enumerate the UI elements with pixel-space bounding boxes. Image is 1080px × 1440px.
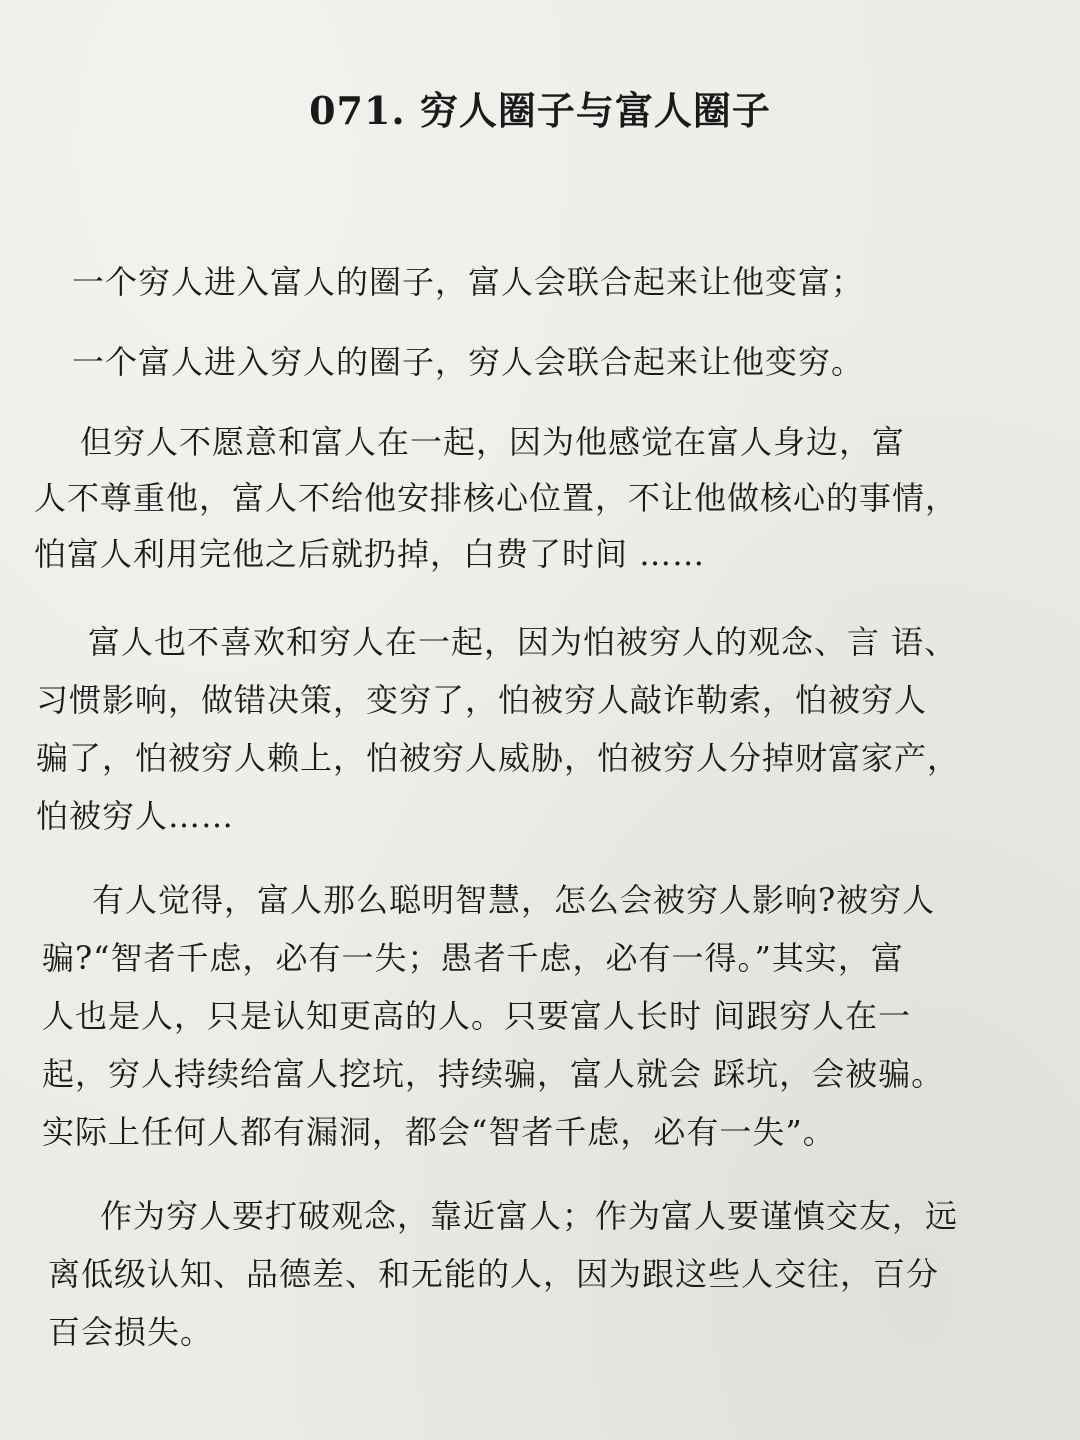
paragraph-6-line-1: 作为穷人要打破观念，靠近富人；作为富人要谨慎交友，远 bbox=[100, 1197, 959, 1235]
paragraph-4-line-3: 骗了，怕被穷人赖上，怕被穷人威胁，怕被穷人分掉财富家产， bbox=[36, 739, 961, 777]
paragraph-5-line-1: 有人觉得，富人那么聪明智慧，怎么会被穷人影响?被穷人 bbox=[92, 881, 936, 919]
paragraph-3-line-3: 怕富人利用完他之后就扔掉，白费了时间 …… bbox=[34, 535, 706, 573]
paragraph-5-line-2: 骗?“智者千虑，必有一失；愚者千虑，必有一得。”其实，富 bbox=[42, 939, 904, 977]
paragraph-4-line-1: 富人也不喜欢和穷人在一起，因为怕被穷人的观念、言 语、 bbox=[88, 623, 958, 661]
paragraph-6-line-2: 离低级认知、品德差、和无能的人，因为跟这些人交往，百分 bbox=[48, 1255, 940, 1293]
paragraph-5-line-3: 人也是人，只是认知更高的人。只要富人长时 间跟穷人在一 bbox=[42, 997, 912, 1035]
paragraph-1-line-1: 一个穷人进入富人的圈子，富人会联合起来让他变富； bbox=[72, 263, 865, 301]
paragraph-5-line-4: 起，穷人持续给富人挖坑，持续骗，富人就会 踩坑，会被骗。 bbox=[42, 1055, 945, 1093]
page-title: 071. 穷人圈子与富人圈子 bbox=[309, 88, 771, 133]
paragraph-4-line-4: 怕被穷人…… bbox=[36, 797, 235, 835]
paragraph-6-line-3: 百会损失。 bbox=[48, 1313, 214, 1351]
paragraph-2-line-1: 一个富人进入穷人的圈子，穷人会联合起来让他变穷。 bbox=[72, 343, 865, 381]
paragraph-3-line-1: 但穷人不愿意和富人在一起，因为他感觉在富人身边，富 bbox=[80, 423, 906, 461]
paragraph-3-line-2: 人不尊重他，富人不给他安排核心位置，不让他做核心的事情， bbox=[34, 479, 959, 517]
paragraph-5-line-5: 实际上任何人都有漏洞，都会“智者千虑，必有一失”。 bbox=[42, 1113, 836, 1151]
paragraph-4-line-2: 习惯影响，做错决策，变穷了，怕被穷人敲诈勒索，怕被穷人 bbox=[36, 681, 928, 719]
